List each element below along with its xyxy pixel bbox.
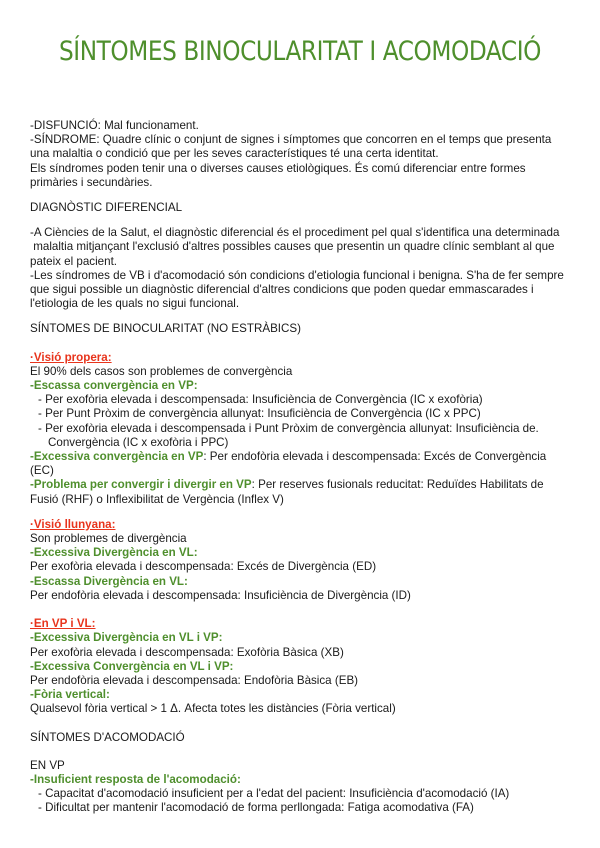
list-item: - Per exofòria elevada i descompensada i Punt Pròxim de convergència allunyat: Insuficiència de. — [38, 421, 539, 435]
definition-line: primàries i secundàries. — [30, 175, 153, 189]
list-item-continuation: Convergència (IC x exofòria i PPC) — [48, 435, 229, 449]
list-item: - Per Punt Pròxim de convergència allunyat: Insuficiència de Convergència (IC x PPC) — [38, 407, 481, 421]
list-item: - Capacitat d'acomodació insuficient per a l'edat del pacient: Insuficiència d'acomodació (IA) — [38, 787, 510, 801]
paragraph-line: -A Ciències de la Salut, el diagnòstic diferencial és el procediment pel qual s'identifica una determinada — [30, 226, 560, 240]
text-line: Qualsevol fòria vertical > 1 Δ. Afecta totes les distàncies (Fòria vertical) — [30, 702, 396, 716]
text-line: (EC) — [30, 464, 54, 478]
definition-line: Els síndromes poden tenir una o diverses causes etiològiques. És comú diferenciar entre formes — [30, 161, 526, 175]
spacer — [30, 190, 580, 201]
label-excess-convergence: -Excessiva convergència en VP — [30, 450, 204, 464]
paragraph-line: malaltia mitjançant l'exclusió d'altres possibles causes que presentin un quadre clínic semblant al que — [30, 240, 555, 254]
vergence-problem-line — [30, 478, 580, 492]
text-line: Son problemes de divergència — [30, 532, 187, 546]
label-insufficient-accommodation: -Insuficient resposta de l'acomodació: — [30, 772, 241, 786]
text: : Per reserves fusionals reducitat: Reduïdes Habilitats de — [251, 478, 544, 492]
text-line: Fusió (RHF) o Inflexibilitat de Vergència (Inflex V) — [30, 492, 284, 506]
definition-line: -DISFUNCIÓ: Mal funcionament. — [30, 119, 199, 132]
spacer — [30, 603, 580, 617]
excess-convergence-line — [30, 450, 580, 464]
text-line: Per exofòria elevada i descompensada: Excés de Divergència (ED) — [30, 560, 377, 574]
subheading-near: EN VP — [30, 758, 65, 772]
subheading-near-vision: ·Visió propera: — [30, 350, 112, 364]
definition-line: -SÍNDROME: Quadre clínic o conjunt de signes i símptomes que concorren en el temps que presenta — [30, 133, 552, 147]
section-heading-diagnostic: DIAGNÒSTIC DIFERENCIAL — [30, 201, 183, 215]
spacer — [30, 311, 580, 322]
text-line: Per exofòria elevada i descompensada: Exofòria Bàsica (XB) — [30, 645, 344, 659]
label-vergence-problem: -Problema per convergir i divergir en VP — [30, 478, 252, 492]
label-low-convergence: -Escassa convergència en VP: — [30, 379, 198, 393]
list-item: - Per exofòria elevada i descompensada: Insuficiència de Convergència (IC x exofòria) — [38, 393, 483, 407]
section-heading-accommodation: SÍNTOMES D'ACOMODACIÓ — [30, 730, 185, 744]
paragraph-line: que sigui possible un diagnòstic diferencial d'altres condicions que poden quedar emmascarades i — [30, 283, 534, 297]
label-vertical-phoria: -Fòria vertical: — [30, 688, 110, 702]
spacer — [30, 215, 580, 226]
paragraph-line: l'etiologia de les quals no sigui funcional. — [30, 297, 240, 311]
spacer — [30, 507, 580, 518]
text-line: Per endofòria elevada i descompensada: Endofòria Bàsica (EB) — [30, 673, 359, 687]
subheading-near-and-far: ·En VP i VL: — [30, 617, 96, 631]
document-body — [30, 119, 580, 816]
subheading-far-vision: ·Visió llunyana: — [30, 517, 116, 531]
spacer — [30, 745, 580, 759]
page-title: SÍNTOMES BINOCULARITAT I ACOMODACIÓ — [58, 36, 541, 67]
paragraph-line: -Les síndromes de VB i d'acomodació són condicions d'etiologia funcional i benigna. S'ha de fer sempre — [30, 268, 564, 282]
text-line: Per endofòria elevada i descompensada: Insuficiència de Divergència (ID) — [30, 588, 411, 602]
label-basic-exophoria: -Excessiva Divergència en VL i VP: — [30, 631, 223, 645]
list-item: - Dificultat per mantenir l'acomodació de forma perllongada: Fatiga acomodativa (FA) — [38, 801, 474, 815]
spacer — [30, 337, 580, 351]
section-heading-binocularity: SÍNTOMES DE BINOCULARITAT (NO ESTRÀBICS) — [30, 322, 301, 336]
spacer — [30, 717, 580, 731]
label-low-divergence: -Escassa Divergència en VL: — [30, 574, 188, 588]
text: : Per endofòria elevada i descompensada: Excés de Convergència — [203, 450, 547, 464]
label-excess-divergence: -Excessiva Divergència en VL: — [30, 546, 198, 560]
label-basic-esophoria: -Excessiva Convergència en VL i VP: — [30, 659, 234, 673]
definition-line: una malaltia o condició que per les seves característiques té una certa identitat. — [30, 147, 439, 161]
paragraph-line: pateix el pacient. — [30, 254, 118, 268]
text-line: El 90% dels casos son problemes de convergència — [30, 364, 293, 378]
